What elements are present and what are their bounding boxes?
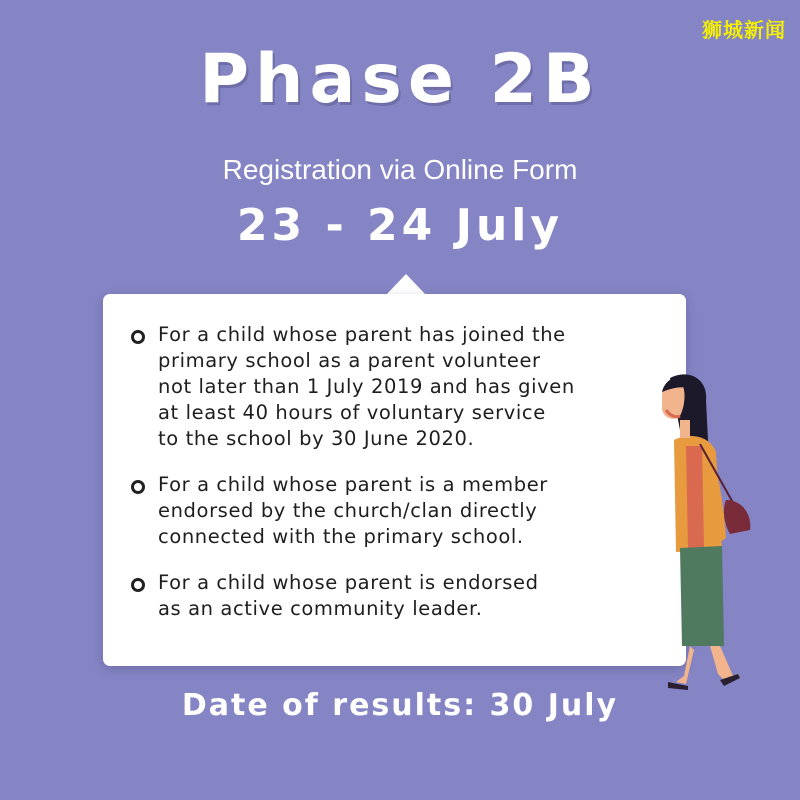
registration-dates: 23 - 24 July	[236, 200, 564, 251]
bullet-icon	[131, 578, 145, 592]
criteria-text: For a child whose parent has joined the primary school as a parent volunteer not later than 1 July 2019 and has given at least 40 hours of voluntary service to the school by 30 June 2020.	[158, 323, 575, 450]
criteria-card	[103, 294, 686, 666]
page-title: Phase 2B	[199, 40, 601, 119]
criteria-text: For a child whose parent is endorsed as an active community leader.	[158, 571, 539, 620]
watermark: 狮城新闻	[702, 18, 786, 42]
list-item	[131, 472, 661, 550]
results-date: Date of results: 30 July	[181, 688, 619, 723]
bullet-icon	[131, 330, 145, 344]
bullet-icon	[131, 480, 145, 494]
card-pointer	[386, 274, 426, 295]
subtitle: Registration via Online Form	[222, 154, 578, 185]
criteria-list	[131, 322, 661, 642]
criteria-text: For a child whose parent is a member endorsed by the church/clan directly connected with the primary school.	[158, 473, 548, 548]
walking-woman-illustration	[640, 370, 760, 690]
list-item	[131, 322, 661, 452]
list-item	[131, 570, 661, 622]
